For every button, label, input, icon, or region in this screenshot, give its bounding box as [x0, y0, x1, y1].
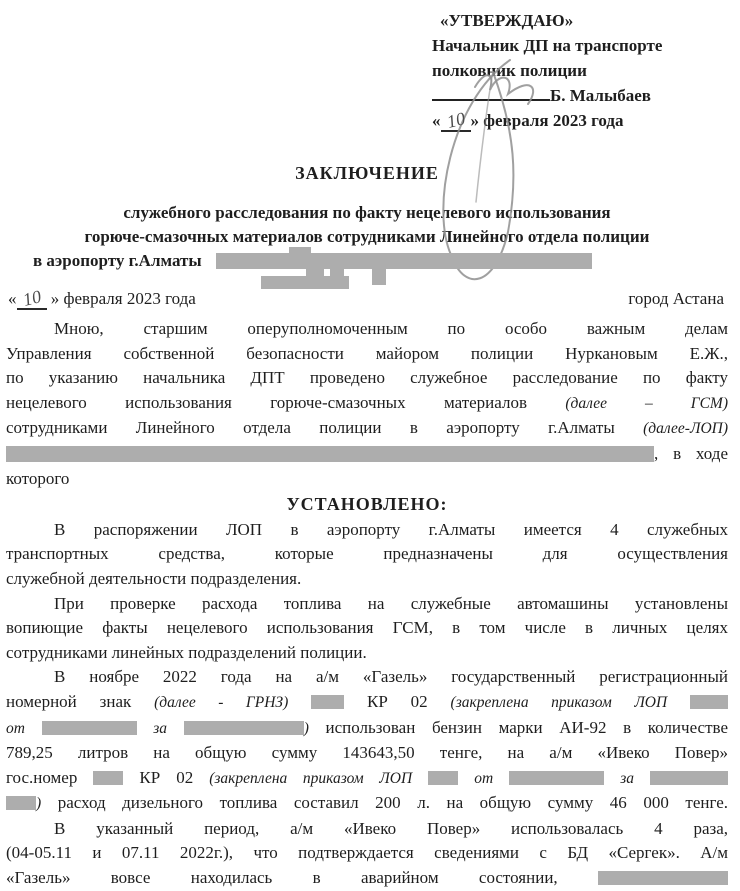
redaction-bar — [42, 721, 137, 735]
body-line: В ноябре 2022 года на а/м «Газель» государственный регистрационный — [54, 667, 728, 687]
subtitle-line1: служебного расследования по факту нецелевого использования — [123, 203, 611, 222]
body-line: нецелевого использования горюче-смазочных материалов (далее – ГСМ) — [6, 392, 728, 412]
dateline-date-text: » февраля 2023 года — [46, 289, 196, 308]
body-line: При проверке расхода топлива на служебные автомашины установлены — [54, 593, 728, 613]
quote-open: « — [8, 289, 17, 308]
redaction-notch — [306, 268, 324, 276]
handwritten-day-underline — [17, 286, 47, 310]
paragraph-5 — [6, 817, 728, 891]
dateline — [8, 286, 728, 310]
approver-name: Б. Малыбаев — [550, 86, 651, 105]
paragraph-2 — [6, 518, 728, 592]
body-line: по указанию начальника ДПТ проведено служебное расследование по факту — [6, 368, 728, 388]
redaction-notch — [289, 247, 311, 254]
handwritten-day: 10 — [20, 286, 43, 310]
document-title: ЗАКЛЮЧЕНИЕ — [295, 163, 439, 183]
dateline-date — [8, 286, 196, 310]
document-subtitle — [6, 201, 728, 273]
body-line: гос.номер КР 02 (закреплена приказом ЛОП от за — [6, 766, 728, 792]
body-line: В указанный период, а/м «Ивеко Повер» использовалась 4 раза, — [54, 818, 728, 838]
body-line: транспортных средства, которые предназначены для осуществления — [6, 544, 728, 564]
body-line: «Газель» вовсе находилась в аварийном состоянии, — [6, 866, 728, 891]
redaction-bar — [650, 771, 728, 785]
dateline-city: город Астана — [628, 289, 724, 308]
redaction-bar — [184, 721, 304, 735]
approval-signature-row — [432, 83, 728, 108]
handwritten-day: 10 — [444, 108, 467, 132]
subtitle-line2: горюче-смазочных материалов сотрудниками Линейного отдела полиции — [84, 227, 650, 246]
redaction-bar — [690, 695, 728, 709]
redaction-bar — [509, 771, 604, 785]
approval-position-line1: Начальник ДП на транспорте — [432, 36, 663, 55]
body-line: 789,25 литров на общую сумму 143643,50 тенге, на а/м «Ивеко Повер» — [6, 743, 728, 763]
redaction-bar — [598, 871, 728, 885]
signature-line — [432, 85, 550, 101]
body-line: Управления собственной безопасности майором полиции Нуркановым Е.Ж., — [6, 343, 728, 363]
approval-date-row — [432, 108, 728, 133]
body-line: (04-05.11 и 07.11 2022г.), что подтверждается сведениями с БД «Сергек». А/м — [6, 843, 728, 863]
approval-label: «УТВЕРЖДАЮ» — [440, 11, 574, 30]
paragraph-3 — [6, 592, 728, 666]
approval-date-text: » февраля 2023 года — [470, 111, 624, 130]
redaction-bar — [6, 446, 654, 462]
redaction-bar — [93, 771, 123, 785]
redaction-bar — [428, 771, 458, 785]
approval-position-line2: полковник полиции — [432, 61, 587, 80]
redaction-bar — [216, 253, 592, 269]
body-line: сотрудниками Линейного отдела полиции в аэропорту г.Алматы (далее-ЛОП) — [6, 418, 728, 438]
quote-open: « — [432, 111, 441, 130]
document-body — [6, 317, 728, 891]
redaction-bar — [261, 276, 349, 289]
paragraph-4 — [6, 665, 728, 817]
body-line: , в ходе — [6, 442, 728, 467]
subtitle-line3 — [6, 249, 728, 273]
body-line: номерной знак (далее - ГРНЗ) КР 02 (закреплена приказом ЛОП — [6, 690, 728, 716]
paragraph-1 — [6, 317, 728, 491]
redaction-bar — [6, 796, 36, 810]
body-line: Мною, старшим оперуполномоченным по особо важным делам — [54, 319, 728, 338]
body-line: В распоряжении ЛОП в аэропорту г.Алматы имеется 4 служебных — [54, 519, 728, 539]
body-line: сотрудниками линейных подразделений полиции. — [6, 642, 367, 662]
established-heading: УСТАНОВЛЕНО: — [286, 494, 448, 515]
subtitle-line3-text: в аэропорту г.Алматы — [33, 251, 202, 270]
redaction-notch — [372, 269, 386, 285]
body-line: от за ) использован бензин марки АИ-92 в количестве — [6, 717, 728, 737]
body-line: служебной деятельности подразделения. — [6, 568, 302, 588]
handwritten-day-underline — [441, 108, 471, 132]
body-line: которого — [6, 468, 70, 488]
approval-block — [432, 8, 728, 133]
redaction-notch — [330, 268, 344, 276]
body-line: ) расход дизельного топлива составил 200 л. на общую сумму 46 000 тенге. — [6, 791, 728, 817]
body-line: вопиющие факты нецелевого использования ГСМ, в том числе в личных целях — [6, 618, 728, 638]
redaction-bar — [311, 695, 344, 709]
